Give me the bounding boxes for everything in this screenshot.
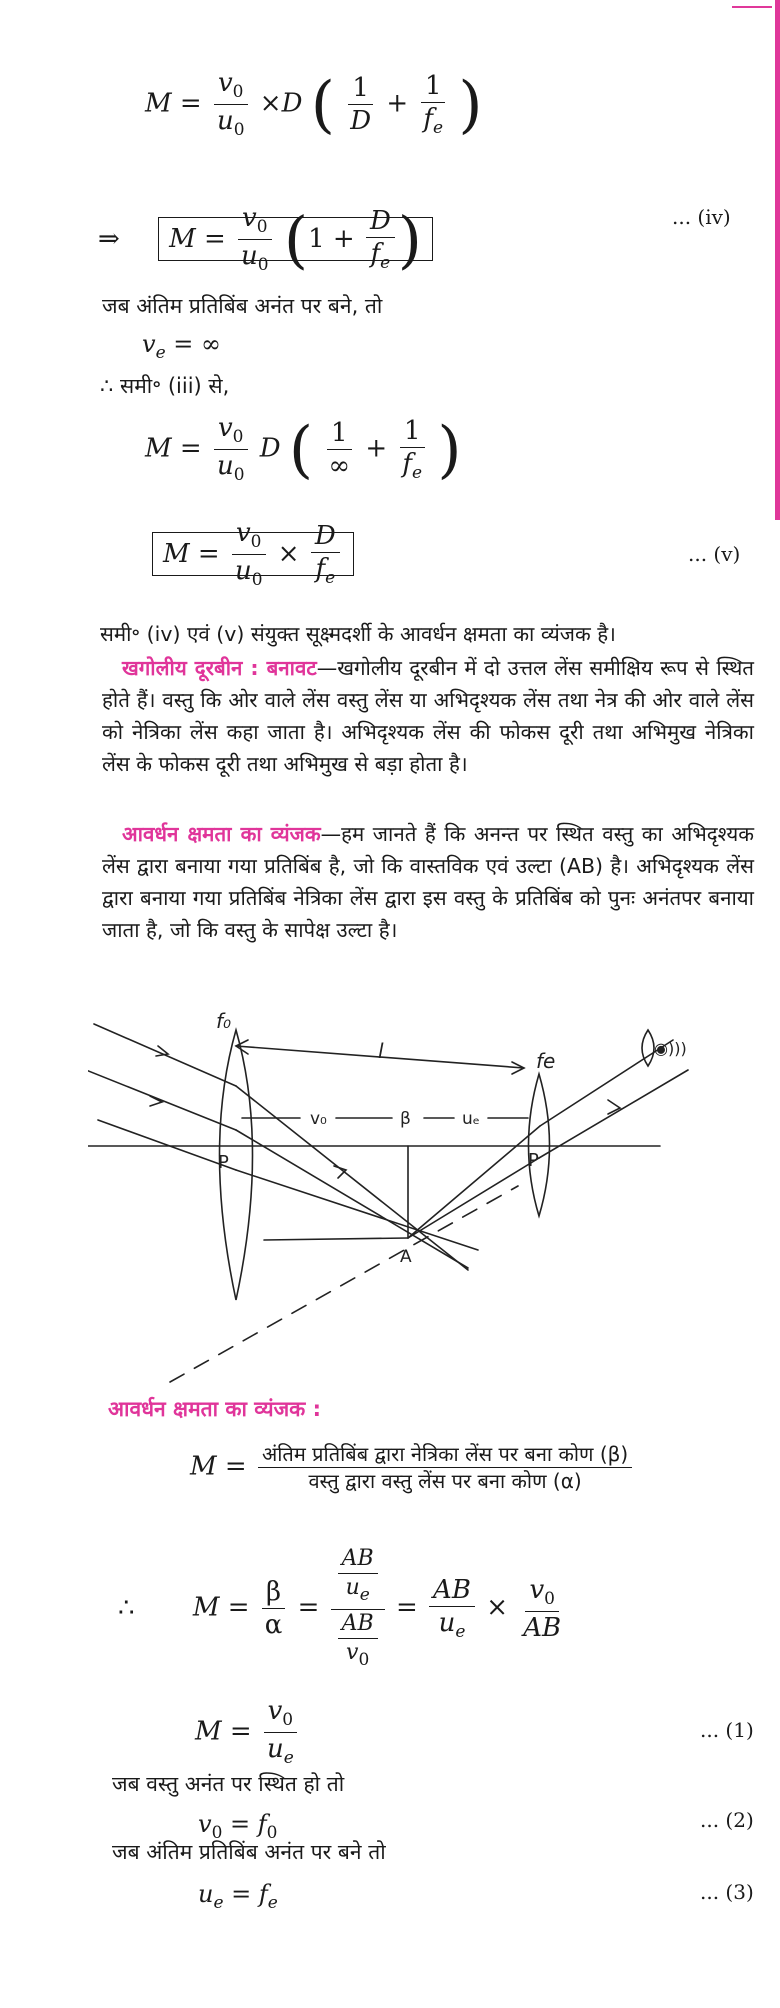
eyepiece-ray-1 bbox=[408, 1158, 539, 1238]
ray-arrowhead bbox=[334, 1166, 346, 1178]
equation-v-box: M = $\frac{v_0}{u_0}$ × $\frac{D}{f_e}$ bbox=[152, 532, 354, 576]
equation-tag-iv: ... (iv) bbox=[672, 205, 731, 229]
refracted-ray-2 bbox=[236, 1130, 468, 1268]
equation-magnification-expanded: M = $\frac{v_0}{u_0}$ ×D ( $\frac{1}{D}$ + $\frac{1}{f_e}$ ) bbox=[145, 67, 483, 141]
magnification-subheading: आवर्धन क्षमता का व्यंजक bbox=[122, 822, 321, 846]
equation-tag-2: ... (2) bbox=[700, 1808, 754, 1832]
telescope-construction-paragraph: खगोलीय दूरबीन : बनावट—खगोलीय दूरबीन में दो उत्तल लेंस समीक्षिय रूप से स्थित होते हैं। वस्तु कि ओर वाले लेंस वस्तु लेंस या अभिदृश्यक लेंस तथा नेत्र की ओर वाले लेंस को नेत्रिका लेंस कहा जाता है। अभिदृश्यक लेंस की फोकस दूरी तथा अभिमुख नेत्रिका लेंस के फोकस दूरी तथा अभिमुख से बड़ा होता है। bbox=[102, 656, 754, 776]
implies-symbol: ⇒ bbox=[98, 223, 120, 254]
label-fo: f₀ bbox=[216, 1010, 232, 1033]
equation-ve-infinity: $v_e$ = ∞ bbox=[142, 330, 221, 363]
fraction-one-over-d: $\frac{1}{D}$ bbox=[350, 73, 372, 136]
label-l: l bbox=[378, 1039, 384, 1063]
eye-shape bbox=[642, 1030, 654, 1066]
condition-object-infinity: जब वस्तु अनंत पर स्थित हो तो bbox=[112, 1772, 345, 1796]
definition-denominator: वस्तु द्वारा वस्तु लेंस पर बना कोण (α) bbox=[308, 1469, 582, 1493]
condition-final-image-infinity-2: जब अंतिम प्रतिबिंब अनंत पर बने तो bbox=[112, 1840, 386, 1864]
page-edge-marker bbox=[775, 0, 780, 520]
label-p-eyepiece: P bbox=[528, 1150, 539, 1171]
refracted-ray-4 bbox=[264, 1238, 408, 1240]
magnification-expression-paragraph: आवर्धन क्षमता का व्यंजक—हम जानते हैं कि अनन्त पर स्थित वस्तु का अभिदृश्यक लेंस द्वारा बनाया गया प्रतिबिंब है, जो कि वास्तविक एवं उल्टा (AB) है। अभिदृश्यक लेंस द्वारा बनाया गया प्रतिबिंब नेत्रिका लेंस द्वारा इस वस्तु के प्रतिबिंब को पुनः अनंतपर बनाया जाता है, जो कि वस्तु के सापेक्ष उल्टा है। bbox=[102, 822, 754, 942]
eye-icon: ◉))) bbox=[654, 1039, 687, 1058]
fraction-v0-u0: $\frac{v_0}{u_0}$ bbox=[213, 70, 249, 139]
equation-tag-v: ... (v) bbox=[688, 542, 741, 566]
incoming-ray-3 bbox=[98, 1120, 236, 1170]
emergent-ray-1 bbox=[539, 1070, 688, 1158]
label-ue: uₑ bbox=[462, 1109, 480, 1129]
therefore-from-eq-iii: ∴ समी॰ (iii) से, bbox=[100, 374, 230, 398]
equation-beta-over-alpha: ∴ M = $\frac{\beta}{\alpha}$ = $\frac{\frac{AB}{u_e}}{\frac{AB}{v_0}}$ = $\frac{AB}{u_e}$ × $\frac{v_0}{AB}$ bbox=[118, 1546, 562, 1670]
label-beta: β bbox=[400, 1109, 411, 1129]
summary-line: समी॰ (iv) एवं (v) संयुक्त सूक्ष्मदर्शी के आवर्धन क्षमता का व्यंजक है। bbox=[100, 622, 616, 646]
equation-iv-box: M = $\frac{v_0}{u_0}$ (1 + $\frac{D}{f_e}$ ) bbox=[158, 217, 433, 261]
label-v0: v₀ bbox=[310, 1109, 327, 1129]
telescope-ray-diagram bbox=[88, 1010, 778, 1390]
equation-v-line bbox=[152, 520, 354, 589]
definition-numerator: अंतिम प्रतिबिंब द्वारा नेत्रिका लेंस पर बना कोण (β) bbox=[258, 1444, 632, 1468]
magnification-definition: M = $\frac{\text{अंतिम प्रतिबिंब द्वारा नेत्रिका लेंस पर बना कोण (β)}}{\text{वस्तु द्वारा वस्तु लेंस पर बना कोण (α)}}$ bbox=[190, 1444, 635, 1491]
label-p-objective: P bbox=[218, 1152, 229, 1173]
telescope-heading: खगोलीय दूरबीन : बनावट bbox=[122, 656, 317, 680]
label-a: A bbox=[400, 1247, 412, 1267]
incoming-ray-2 bbox=[88, 1070, 236, 1130]
condition-final-image-infinity: जब अंतिम प्रतिबिंब अनंत पर बने, तो bbox=[102, 294, 383, 318]
equation-tag-3: ... (3) bbox=[700, 1880, 754, 1904]
magnification-heading: आवर्धन क्षमता का व्यंजक : bbox=[108, 1397, 322, 1421]
symbol-m: M bbox=[145, 88, 172, 119]
page-corner-mark bbox=[732, 0, 772, 8]
equation-3: $u_e = f_e$ bbox=[198, 1880, 278, 1913]
equation-1: M = $\frac{v_0}{u_e}$ bbox=[195, 1698, 301, 1767]
equation-tag-1: ... (1) bbox=[700, 1718, 754, 1742]
fraction-one-over-fe: $\frac{1}{f_e}$ bbox=[419, 73, 447, 137]
equation-2: $v_0 = f_0$ bbox=[198, 1810, 278, 1843]
equation-infinity-substitution: M = $\frac{v_0}{u_0}$ D ( $\frac{1}{\infty}$ + $\frac{1}{f_e}$ ) bbox=[145, 412, 462, 486]
refracted-ray-1 bbox=[236, 1086, 468, 1270]
label-fe: fe bbox=[536, 1049, 556, 1073]
eyepiece-ray-2 bbox=[408, 1126, 540, 1238]
eyepiece-lens bbox=[529, 1074, 550, 1216]
equation-iv-line bbox=[98, 202, 433, 276]
